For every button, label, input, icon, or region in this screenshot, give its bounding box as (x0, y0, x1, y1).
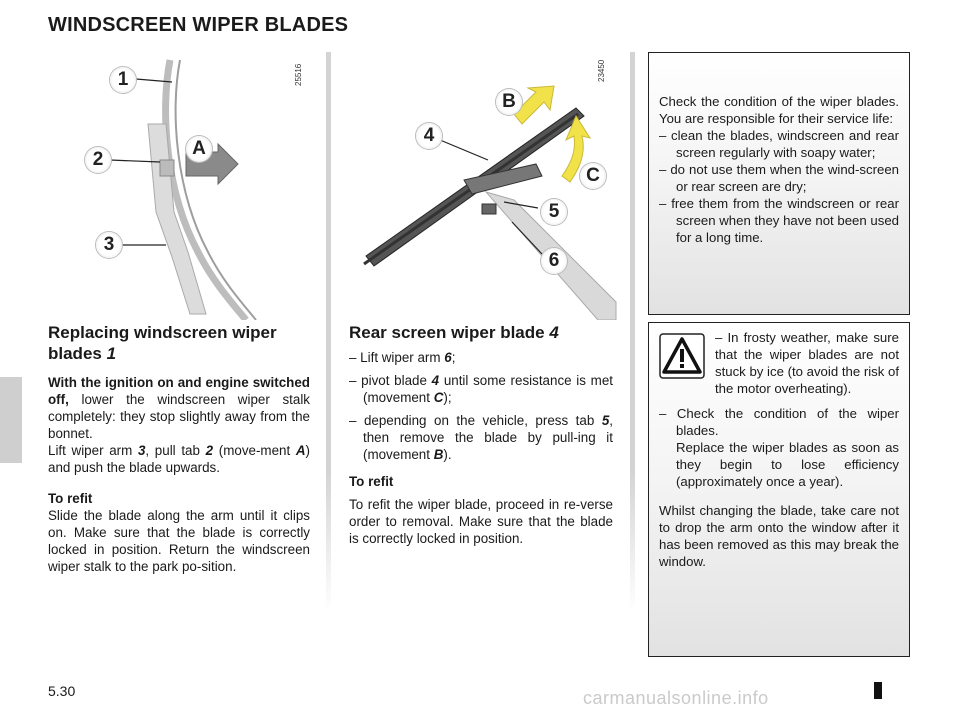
step-item: – pivot blade 4 until some resistance is met (movement C); (349, 373, 614, 405)
page-corner-mark (874, 682, 882, 699)
callout-b: B (496, 89, 522, 115)
info-list (659, 127, 899, 246)
callout-1: 1 (110, 67, 136, 93)
figure-rear-wiper (336, 52, 626, 320)
column-divider-left (326, 52, 331, 612)
middle-column-text (349, 322, 613, 547)
middle-refit-heading: To refit (349, 474, 394, 489)
watermark: carmanualsonline.info (583, 688, 769, 708)
info-item: – do not use them when the wind-screen or rear screen are dry; (659, 162, 899, 194)
left-intro-paragraph: With the ignition on and engine switched off, lower the windscreen wiper stalk completely: they stop slightly away from the bonnet. (48, 375, 310, 441)
callout-c: C (580, 163, 606, 189)
column-divider-right (630, 52, 635, 612)
left-section-heading: Replacing windscreen wiper blades 1 (48, 323, 277, 363)
middle-section-heading: Rear screen wiper blade 4 (349, 323, 559, 342)
left-lift-paragraph: Lift wiper arm 3, pull tab 2 (move-ment A) and push the blade upwards. (48, 443, 311, 475)
page-title: WINDSCREEN WIPER BLADES (48, 14, 349, 36)
rear-wiper-illustration (336, 52, 626, 320)
section-tab (0, 377, 22, 463)
callout-2: 2 (85, 147, 111, 173)
figure-number-right: 23450 (597, 59, 606, 82)
info-intro: Check the condition of the wiper blades. You are responsible for their service life: (659, 94, 899, 126)
callout-4: 4 (416, 123, 442, 149)
middle-refit-paragraph: To refit the wiper blade, proceed in re-verse order to removal. Make sure that the blade is correctly locked in position. (349, 497, 613, 546)
info-item: – free them from the windscreen or rear screen when they have not been used for a long time. (659, 196, 899, 245)
callout-a: A (186, 136, 212, 162)
page-number: 5.30 (48, 683, 76, 699)
step-item: – Lift wiper arm 6; (349, 350, 456, 365)
left-refit-heading: To refit (48, 491, 93, 506)
figure-windscreen-wiper (48, 52, 318, 320)
windscreen-wiper-illustration (48, 52, 318, 320)
callout-3: 3 (96, 232, 122, 258)
warning-item-frost: – In frosty weather, make sure that the wiper blades are not stuck by ice (to avoid the risk of the motor overheating). (715, 330, 899, 396)
callout-6: 6 (541, 248, 567, 274)
figure-number-left: 25516 (294, 63, 303, 86)
step-item: – depending on the vehicle, press tab 5, then remove the blade by pull-ing it (movement B). (349, 413, 613, 462)
warning-item-replace: Replace the wiper blades as soon as they begin to lose efficiency (approximately once a year). (676, 440, 899, 489)
warning-triangle-icon (659, 333, 705, 379)
warning-note: Whilst changing the blade, take care not to drop the arm onto the window after it has been removed as this may break the window. (659, 503, 899, 569)
info-item: – clean the blades, windscreen and rear screen regularly with soapy water; (659, 128, 899, 160)
warning-item-check: – Check the condition of the wiper blades. (659, 406, 899, 438)
warning-box (648, 322, 910, 657)
callout-5: 5 (541, 199, 567, 225)
left-column-text (48, 322, 310, 575)
rear-wiper-steps (349, 349, 613, 463)
info-box (648, 52, 910, 315)
left-refit-paragraph: Slide the blade along the arm until it clips on. Make sure that the blade is correctly locked in position. Return the windscreen wiper stalk to the park po-sition. (48, 508, 310, 574)
